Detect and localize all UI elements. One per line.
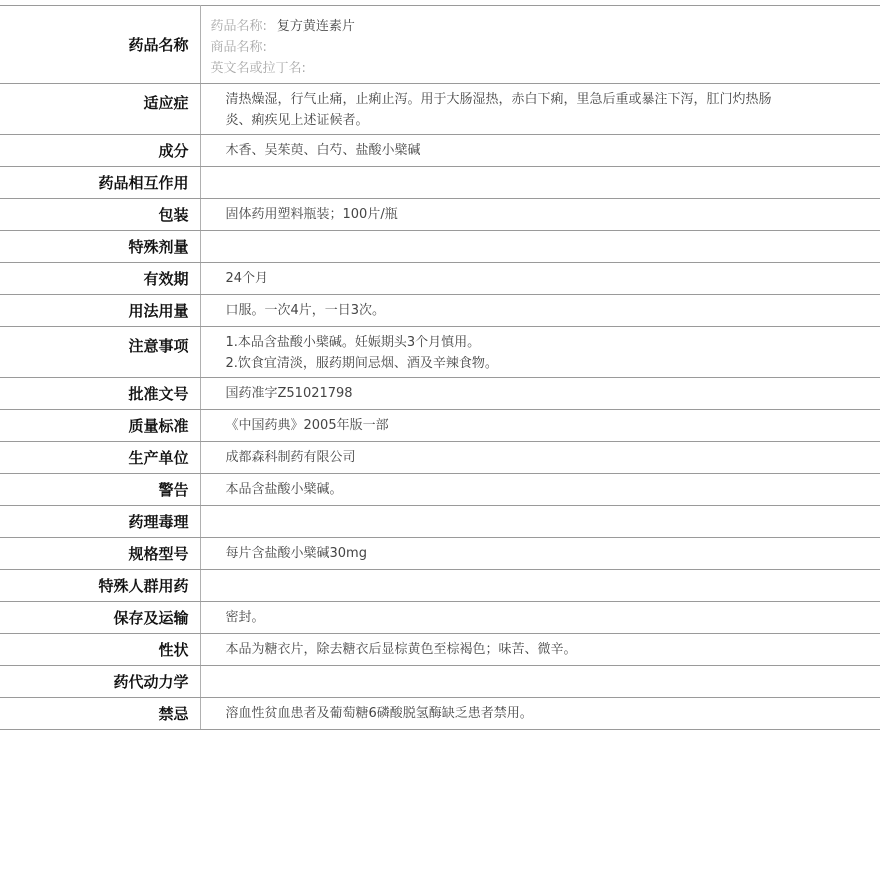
- row-label: 药品相互作用: [0, 167, 200, 199]
- table-row: [0, 199, 880, 231]
- table-row: [0, 570, 880, 602]
- row-label: 有效期: [0, 263, 200, 295]
- row-value-line: 1.本品含盐酸小檗碱。妊娠期头3个月慎用。: [225, 335, 481, 350]
- table-row: [0, 327, 880, 378]
- table-row: [0, 231, 880, 263]
- row-drug-name: [0, 6, 880, 84]
- drug-name-cell: [200, 6, 880, 84]
- row-value-line: 本品为糖衣片，除去糖衣后显棕黄色至棕褐色；味苦、微辛。: [225, 642, 577, 657]
- row-label: 保存及运输: [0, 602, 200, 634]
- row-label: 批准文号: [0, 378, 200, 410]
- table-row: [0, 295, 880, 327]
- english-name-key: 英文名或拉丁名:: [210, 61, 306, 76]
- row-value-line: 木香、吴茱萸、白芍、盐酸小檗碱: [225, 143, 421, 158]
- row-value: [200, 135, 880, 167]
- row-label: 性状: [0, 634, 200, 666]
- row-value: [200, 538, 880, 570]
- row-value: [200, 410, 880, 442]
- row-value: [200, 506, 880, 538]
- table-row: [0, 666, 880, 698]
- table-row: [0, 634, 880, 666]
- row-value: [200, 327, 880, 378]
- row-value: [200, 570, 880, 602]
- drug-info-table: [0, 5, 880, 730]
- table-row: [0, 538, 880, 570]
- row-label: 成分: [0, 135, 200, 167]
- row-value-line: 成都森科制药有限公司: [225, 450, 356, 465]
- trade-name-key: 商品名称:: [210, 40, 267, 55]
- generic-name-key: 药品名称:: [210, 19, 267, 34]
- row-value-line: 2.饮食宜清淡，服药期间忌烟、酒及辛辣食物。: [225, 356, 498, 371]
- drug-info-body: [0, 6, 880, 730]
- row-value: [200, 666, 880, 698]
- table-row: [0, 84, 880, 135]
- row-label: 特殊人群用药: [0, 570, 200, 602]
- row-label: 注意事项: [0, 327, 200, 378]
- english-name-line: [211, 58, 791, 79]
- table-row: [0, 474, 880, 506]
- row-value-line: 口服。一次4片，一日3次。: [225, 303, 386, 318]
- row-value: [200, 442, 880, 474]
- row-value-line: 本品含盐酸小檗碱。: [225, 482, 343, 497]
- row-label: 生产单位: [0, 442, 200, 474]
- row-value-line: 24个月: [225, 271, 269, 286]
- row-label: 规格型号: [0, 538, 200, 570]
- trade-name-line: [211, 37, 791, 58]
- table-row: [0, 698, 880, 730]
- row-value: [200, 295, 880, 327]
- row-label: 药理毒理: [0, 506, 200, 538]
- row-value: [200, 474, 880, 506]
- row-value: [200, 167, 880, 199]
- generic-name-line: [211, 16, 791, 37]
- row-value: [200, 378, 880, 410]
- row-value: [200, 84, 880, 135]
- table-row: [0, 167, 880, 199]
- row-value-line: 固体药用塑料瓶装；100片/瓶: [225, 207, 398, 222]
- row-value: [200, 263, 880, 295]
- table-row: [0, 378, 880, 410]
- table-row: [0, 602, 880, 634]
- row-label: 质量标准: [0, 410, 200, 442]
- row-label: 特殊剂量: [0, 231, 200, 263]
- row-value: [200, 602, 880, 634]
- row-value-line: 清热燥湿，行气止痛，止痢止泻。用于大肠湿热，赤白下痢，里急后重或暴注下泻，肛门灼热肠炎、痢疾见上述证候者。: [225, 92, 772, 128]
- row-label: 适应症: [0, 84, 200, 135]
- row-value-line: 密封。: [225, 610, 265, 625]
- row-label: 禁忌: [0, 698, 200, 730]
- table-row: [0, 506, 880, 538]
- row-value-line: 溶血性贫血患者及葡萄糖6磷酸脱氢酶缺乏患者禁用。: [225, 706, 533, 721]
- row-label: 警告: [0, 474, 200, 506]
- row-value-line: 每片含盐酸小檗碱30mg: [225, 546, 367, 561]
- row-value: [200, 634, 880, 666]
- table-row: [0, 410, 880, 442]
- row-value-line: 《中国药典》2005年版一部: [225, 418, 389, 433]
- table-row: [0, 135, 880, 167]
- row-label: 包装: [0, 199, 200, 231]
- row-label: 药品名称: [0, 6, 200, 84]
- row-label: 药代动力学: [0, 666, 200, 698]
- row-label: 用法用量: [0, 295, 200, 327]
- row-value: [200, 698, 880, 730]
- table-row: [0, 263, 880, 295]
- row-value: [200, 231, 880, 263]
- generic-name-value: 复方黄连素片: [276, 19, 355, 34]
- row-value: [200, 199, 880, 231]
- table-row: [0, 442, 880, 474]
- row-value-line: 国药准字Z51021798: [225, 386, 353, 401]
